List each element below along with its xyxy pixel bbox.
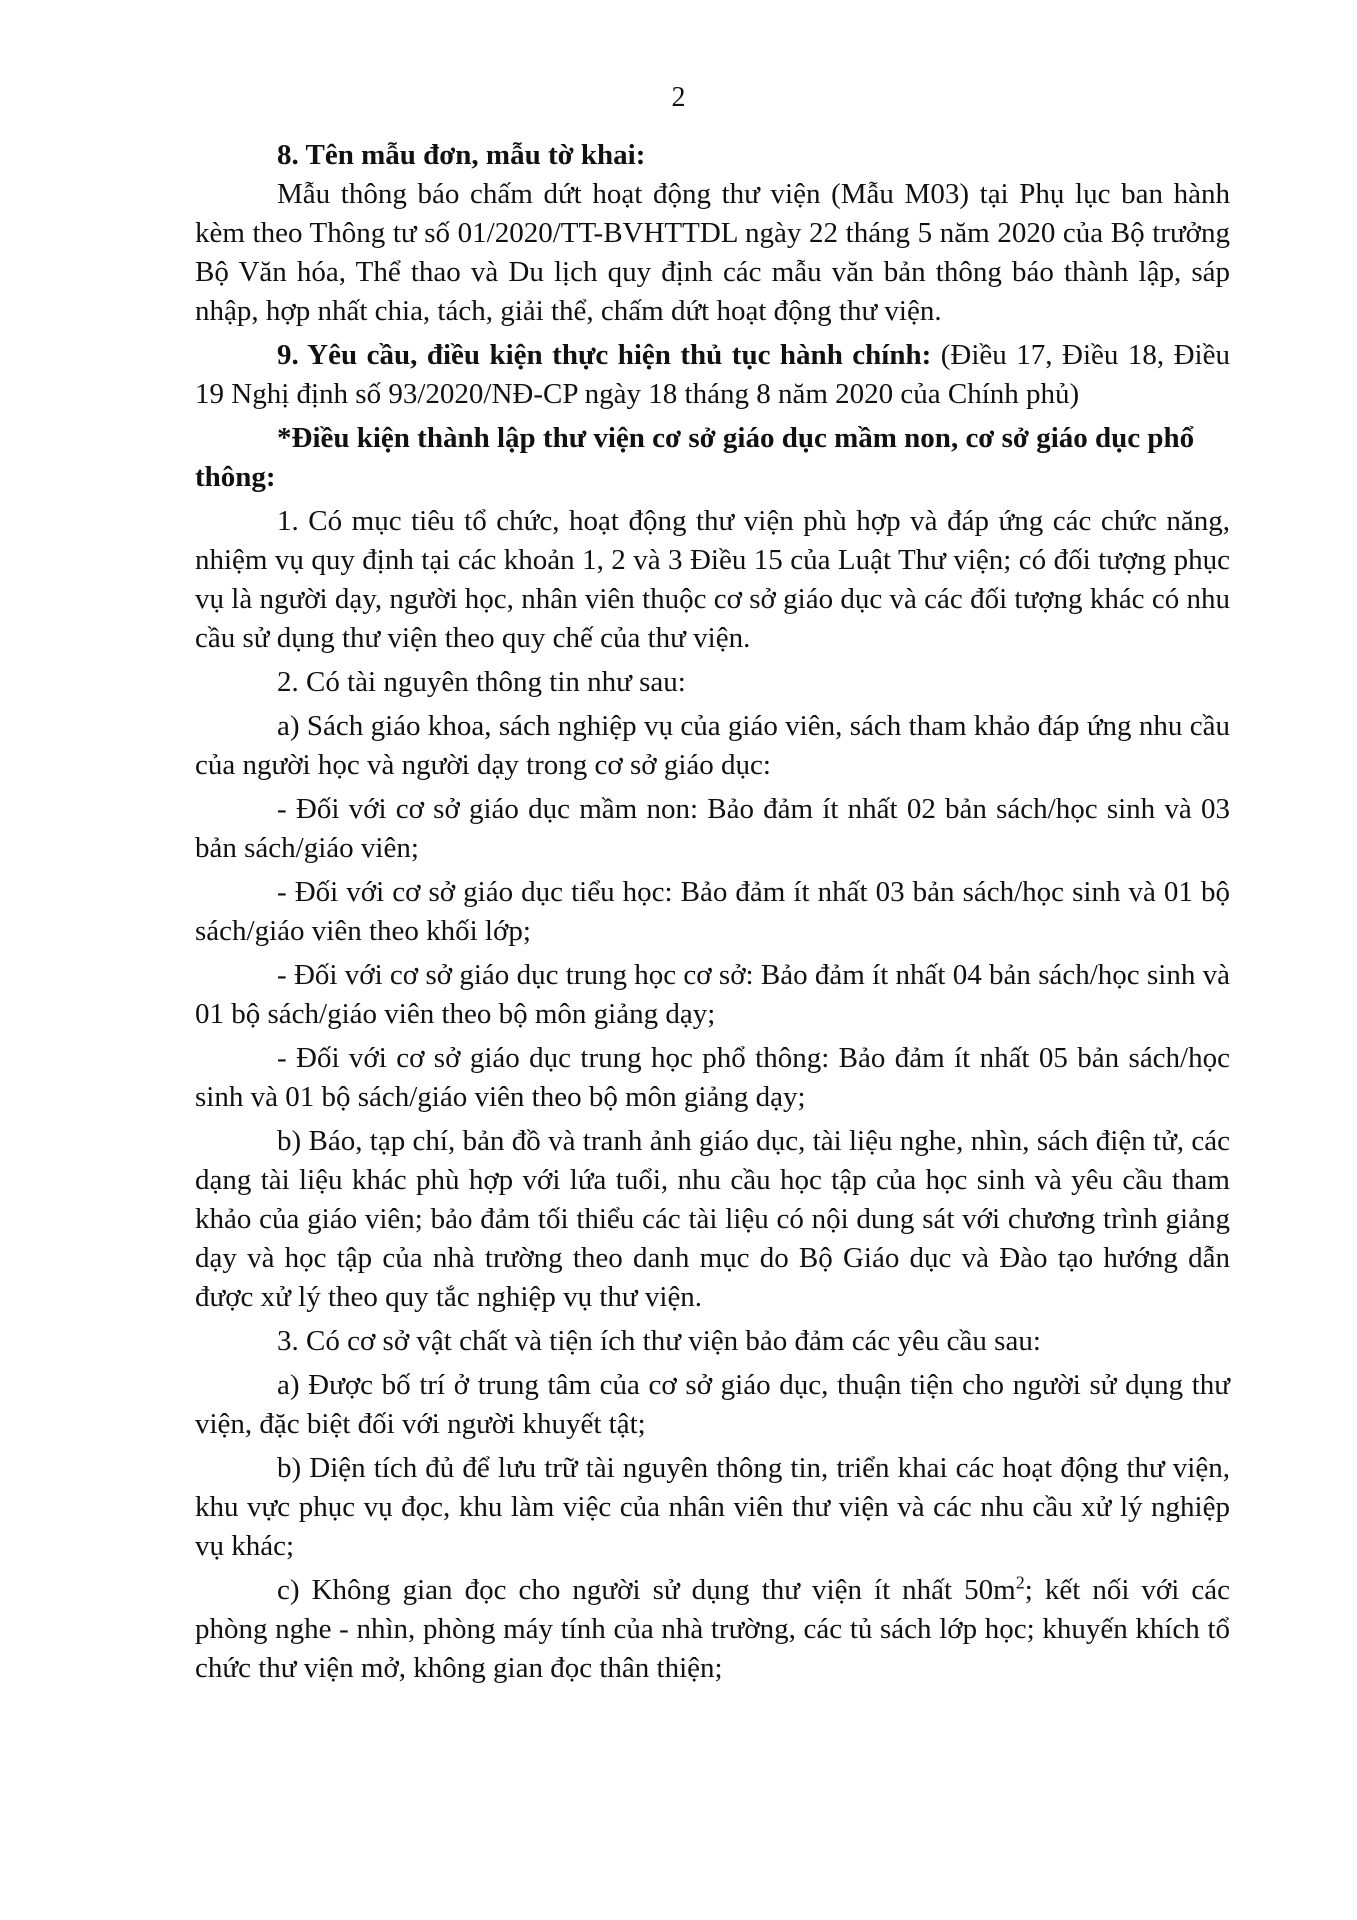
item-3c-text-start: c) Không gian đọc cho người sử dụng thư viện ít nhất 50m xyxy=(277,1574,1016,1606)
section-9-reference: (Điều 17, Điều 18, Điều 19 Nghị định số 93/2020/NĐ-CP ngày 18 tháng 8 năm 2020 của Chính phủ) xyxy=(195,339,1230,410)
document-body xyxy=(195,136,1230,1693)
condition-item-3a: a) Được bố trí ở trung tâm của cơ sở giáo dục, thuận tiện cho người sử dụng thư viện, đặc biệt đối với người khuyết tật; xyxy=(195,1369,1230,1440)
item-3c-superscript: 2 xyxy=(1015,1572,1025,1593)
section-9-heading: 9. Yêu cầu, điều kiện thực hiện thủ tục hành chính: xyxy=(277,339,932,371)
condition-item-3b: b) Diện tích đủ để lưu trữ tài nguyên thông tin, triển khai các hoạt động thư viện, khu vực phục vụ đọc, khu làm việc của nhân viên thư viện và các nhu cầu xử lý nghiệp vụ khác; xyxy=(195,1452,1230,1562)
section-8-body: Mẫu thông báo chấm dứt hoạt động thư viện (Mẫu M03) tại Phụ lục ban hành kèm theo Thông tư số 01/2020/TT-BVHTTDL ngày 22 tháng 5 năm 2020 của Bộ trưởng Bộ Văn hóa, Thể thao và Du lịch quy định các mẫu văn bản thông báo thành lập, sáp nhập, hợp nhất chia, tách, giải thể, chấm dứt hoạt động thư viện. xyxy=(195,178,1230,327)
condition-item-2a: a) Sách giáo khoa, sách nghiệp vụ của giáo viên, sách tham khảo đáp ứng nhu cầu của người học và người dạy trong cơ sở giáo dục: xyxy=(195,710,1230,781)
section-8-heading: 8. Tên mẫu đơn, mẫu tờ khai: xyxy=(277,139,646,171)
condition-item-2a-preschool: - Đối với cơ sở giáo dục mầm non: Bảo đảm ít nhất 02 bản sách/học sinh và 03 bản sách/giáo viên; xyxy=(195,793,1230,864)
item-3c-text-end: ; kết nối với các phòng nghe - nhìn, phòng máy tính của nhà trường, các tủ sách lớp học; khuyến khích tổ chức thư viện mở, không gian đọc thân thiện; xyxy=(195,1574,1230,1684)
condition-item-1: 1. Có mục tiêu tổ chức, hoạt động thư viện phù hợp và đáp ứng các chức năng, nhiệm vụ quy định tại các khoản 1, 2 và 3 Điều 15 của Luật Thư viện; có đối tượng phục vụ là người dạy, người học, nhân viên thuộc cơ sở giáo dục và các đối tượng khác có nhu cầu sử dụng thư viện theo quy chế của thư viện. xyxy=(195,505,1230,654)
page-number: 2 xyxy=(671,82,686,113)
section-9-paragraph xyxy=(195,336,1230,414)
condition-item-2a-primary: - Đối với cơ sở giáo dục tiểu học: Bảo đảm ít nhất 03 bản sách/học sinh và 01 bộ sách/giáo viên theo khối lớp; xyxy=(195,876,1230,947)
condition-item-2a-lower-secondary: - Đối với cơ sở giáo dục trung học cơ sở: Bảo đảm ít nhất 04 bản sách/học sinh và 01 bộ sách/giáo viên theo bộ môn giảng dạy; xyxy=(195,959,1230,1030)
condition-item-2a-upper-secondary: - Đối với cơ sở giáo dục trung học phổ thông: Bảo đảm ít nhất 05 bản sách/học sinh và 01 bộ sách/giáo viên theo bộ môn giảng dạy; xyxy=(195,1042,1230,1113)
condition-item-2b: b) Báo, tạp chí, bản đồ và tranh ảnh giáo dục, tài liệu nghe, nhìn, sách điện tử, các dạng tài liệu khác phù hợp với lứa tuổi, nhu cầu học tập của học sinh và yêu cầu tham khảo của giáo viên; bảo đảm tối thiểu các tài liệu có nội dung sát với chương trình giảng dạy và học tập của nhà trường theo danh mục do Bộ Giáo dục và Đào tạo hướng dẫn được xử lý theo quy tắc nghiệp vụ thư viện. xyxy=(195,1125,1230,1313)
condition-item-3c xyxy=(195,1571,1230,1688)
condition-item-2: 2. Có tài nguyên thông tin như sau: xyxy=(277,666,686,698)
condition-item-3: 3. Có cơ sở vật chất và tiện ích thư viện bảo đảm các yêu cầu sau: xyxy=(277,1325,1041,1357)
conditions-heading: *Điều kiện thành lập thư viện cơ sở giáo dục mầm non, cơ sở giáo dục phổ thông: xyxy=(195,422,1195,493)
